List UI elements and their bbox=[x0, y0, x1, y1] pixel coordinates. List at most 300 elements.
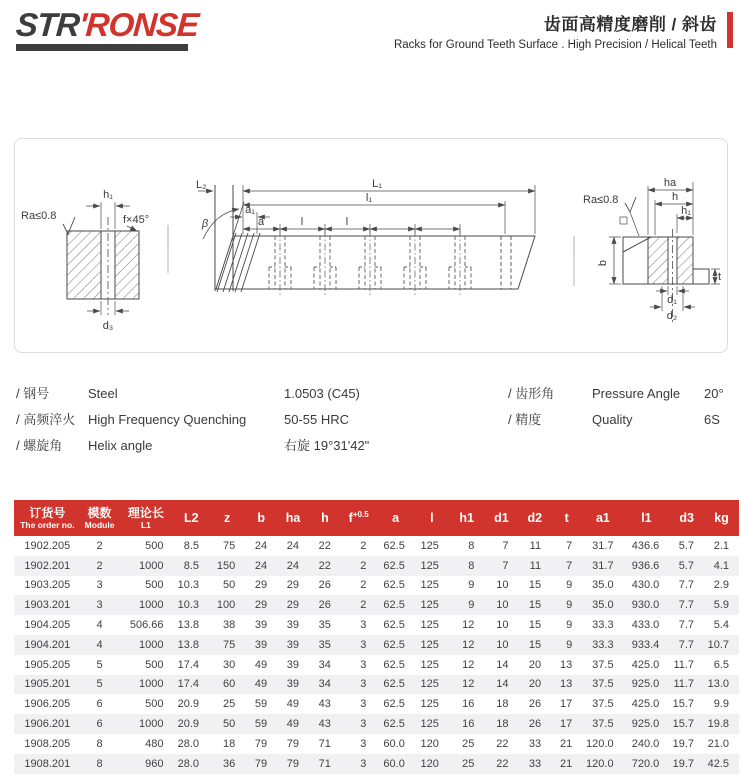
value-cell: 35 bbox=[318, 619, 331, 632]
value-cell: 17.4 bbox=[177, 678, 199, 691]
value-cell: 18 bbox=[222, 737, 236, 750]
value-cell: 43 bbox=[318, 698, 331, 711]
value-cell: 2 bbox=[360, 539, 367, 552]
value-cell: 4 bbox=[96, 619, 103, 632]
rack-drawing bbox=[15, 139, 726, 352]
value-cell: 13 bbox=[560, 658, 573, 671]
value-cell: 9 bbox=[468, 579, 475, 592]
value-cell: 62.5 bbox=[383, 599, 405, 612]
value-cell: 20 bbox=[528, 678, 542, 691]
table-row bbox=[14, 635, 739, 655]
order-no-cell: 1902.201 bbox=[24, 559, 71, 572]
value-cell: 125 bbox=[420, 559, 439, 572]
value-cell: 21.0 bbox=[707, 737, 729, 750]
value-cell: 25 bbox=[462, 737, 475, 750]
value-cell: 33.3 bbox=[592, 638, 614, 651]
table-row bbox=[14, 615, 739, 635]
column-header: a bbox=[376, 500, 414, 536]
value-cell: 10.3 bbox=[177, 599, 199, 612]
table-row bbox=[14, 536, 739, 556]
value-cell: 29 bbox=[286, 579, 300, 592]
order-no-cell: 1904.205 bbox=[24, 619, 71, 632]
value-cell: 125 bbox=[420, 579, 439, 592]
value-cell: 6 bbox=[96, 718, 103, 731]
value-cell: 24 bbox=[254, 539, 268, 552]
table-row bbox=[14, 734, 739, 754]
value-cell: 3 bbox=[96, 599, 103, 612]
value-cell: 2 bbox=[360, 599, 367, 612]
value-cell: 13.8 bbox=[177, 638, 199, 651]
order-no-cell: 1903.205 bbox=[24, 579, 71, 592]
surface-finish-label-left: Ra≤0.8 bbox=[21, 210, 57, 222]
table-row bbox=[14, 595, 739, 615]
value-cell: 925.0 bbox=[631, 718, 660, 731]
value-cell: 720.0 bbox=[631, 757, 660, 770]
table-row bbox=[14, 694, 739, 714]
value-cell: 5.4 bbox=[713, 619, 729, 632]
spec-list bbox=[16, 385, 737, 463]
value-cell: 2 bbox=[96, 559, 103, 572]
value-cell: 11 bbox=[529, 539, 542, 552]
column-header: d3 bbox=[669, 500, 704, 536]
value-cell: 120 bbox=[420, 757, 439, 770]
spec-row-quality bbox=[508, 411, 737, 428]
value-cell: 17.4 bbox=[177, 658, 199, 671]
value-cell: 2 bbox=[96, 539, 103, 552]
value-cell: 6.5 bbox=[713, 658, 729, 671]
value-cell: 7.7 bbox=[678, 619, 695, 632]
dim-label-h1-right: h₁ bbox=[681, 205, 691, 217]
value-cell: 12 bbox=[462, 678, 475, 691]
value-cell: 29 bbox=[254, 599, 268, 612]
order-no-cell: 1905.205 bbox=[24, 658, 71, 671]
value-cell: 37.5 bbox=[592, 698, 614, 711]
value-cell: 15 bbox=[528, 579, 542, 592]
column-header: d2 bbox=[518, 500, 551, 536]
spec-value: 50-55 HRC bbox=[284, 412, 350, 427]
value-cell: 22 bbox=[318, 559, 331, 572]
value-cell: 19.8 bbox=[707, 718, 729, 731]
order-no-cell: 1904.201 bbox=[24, 638, 71, 651]
value-cell: 3 bbox=[360, 619, 367, 632]
brand-logo bbox=[14, 6, 200, 51]
table-row bbox=[14, 675, 739, 695]
column-header: 订货号 The order no. bbox=[14, 500, 81, 536]
page-title-en: Racks for Ground Teeth Surface . High Precision / Helical Teeth bbox=[393, 39, 717, 51]
value-cell: 125 bbox=[420, 658, 439, 671]
table-row bbox=[14, 556, 739, 576]
value-cell: 1000 bbox=[139, 718, 164, 731]
dim-label-f45: f×45° bbox=[123, 214, 150, 226]
value-cell: 49 bbox=[286, 718, 300, 731]
value-cell: 8 bbox=[96, 737, 103, 750]
value-cell: 1000 bbox=[139, 599, 164, 612]
value-cell: 10 bbox=[496, 619, 509, 632]
value-cell: 480 bbox=[145, 737, 164, 750]
value-cell: 5 bbox=[96, 678, 103, 691]
dim-label-L1: L₁ bbox=[372, 178, 382, 190]
column-header: t bbox=[551, 500, 582, 536]
value-cell: 33.3 bbox=[592, 619, 614, 632]
value-cell: 19.7 bbox=[672, 737, 695, 750]
value-cell: 12 bbox=[462, 619, 475, 632]
value-cell: 19.7 bbox=[672, 757, 695, 770]
value-cell: 120.0 bbox=[586, 737, 614, 750]
order-no-cell: 1908.205 bbox=[24, 737, 71, 750]
header bbox=[0, 0, 741, 92]
value-cell: 37.5 bbox=[592, 678, 614, 691]
value-cell: 10 bbox=[496, 579, 509, 592]
dim-label-h1-left: h₁ bbox=[103, 189, 113, 201]
value-cell: 20.9 bbox=[177, 718, 199, 731]
value-cell: 2 bbox=[360, 579, 367, 592]
value-cell: 35 bbox=[318, 638, 331, 651]
value-cell: 12 bbox=[462, 638, 475, 651]
column-header: d1 bbox=[484, 500, 518, 536]
value-cell: 62.5 bbox=[383, 619, 405, 632]
spec-label-zh: / 齿形角 bbox=[508, 386, 555, 401]
value-cell: 62.5 bbox=[383, 658, 405, 671]
value-cell: 75 bbox=[222, 638, 236, 651]
column-header: h1 bbox=[449, 500, 485, 536]
value-cell: 24 bbox=[286, 559, 300, 572]
value-cell: 925.0 bbox=[631, 678, 660, 691]
value-cell: 50 bbox=[222, 579, 236, 592]
value-cell: 1000 bbox=[139, 559, 164, 572]
value-cell: 7.7 bbox=[678, 579, 695, 592]
value-cell: 500 bbox=[145, 658, 164, 671]
spec-label-zh: / 钢号 bbox=[16, 386, 50, 401]
column-header: b bbox=[245, 500, 277, 536]
value-cell: 79 bbox=[286, 757, 300, 770]
dim-label-t: t bbox=[718, 271, 722, 283]
logo-text bbox=[14, 6, 200, 43]
value-cell: 75 bbox=[222, 539, 236, 552]
spec-value: 1.0503 (C45) bbox=[284, 386, 360, 401]
dim-label-a: a bbox=[257, 216, 265, 228]
value-cell: 125 bbox=[420, 718, 439, 731]
table-row bbox=[14, 576, 739, 596]
value-cell: 4 bbox=[96, 638, 103, 651]
value-cell: 15 bbox=[528, 619, 542, 632]
value-cell: 31.7 bbox=[592, 559, 614, 572]
order-no-cell: 1903.201 bbox=[24, 599, 71, 612]
value-cell: 1000 bbox=[139, 678, 164, 691]
dim-label-l-first: l bbox=[300, 216, 304, 228]
value-cell: 79 bbox=[254, 757, 268, 770]
value-cell: 59 bbox=[254, 718, 268, 731]
value-cell: 28.0 bbox=[177, 737, 199, 750]
value-cell: 33 bbox=[528, 757, 542, 770]
value-cell: 39 bbox=[286, 678, 300, 691]
dim-label-d2: d₂ bbox=[666, 310, 678, 322]
value-cell: 3 bbox=[360, 757, 367, 770]
column-header: l1 bbox=[624, 500, 670, 536]
value-cell: 8 bbox=[468, 559, 475, 572]
dim-label-b: b bbox=[597, 259, 609, 267]
spec-label-en: Pressure Angle bbox=[592, 386, 681, 401]
value-cell: 125 bbox=[420, 599, 439, 612]
value-cell: 7 bbox=[566, 559, 573, 572]
column-header: h bbox=[309, 500, 341, 536]
value-cell: 240.0 bbox=[631, 737, 660, 750]
value-cell: 506.66 bbox=[129, 619, 164, 632]
value-cell: 34 bbox=[318, 658, 331, 671]
order-no-cell: 1908.201 bbox=[24, 757, 71, 770]
value-cell: 9.9 bbox=[713, 698, 729, 711]
column-header: ha bbox=[277, 500, 309, 536]
side-view bbox=[196, 178, 535, 295]
value-cell: 62.5 bbox=[383, 638, 405, 651]
value-cell: 62.5 bbox=[383, 539, 405, 552]
value-cell: 100 bbox=[216, 599, 236, 612]
spec-column-right bbox=[508, 385, 737, 463]
value-cell: 3 bbox=[360, 658, 367, 671]
spec-label-en: Quality bbox=[592, 412, 633, 427]
value-cell: 17 bbox=[560, 718, 573, 731]
value-cell: 79 bbox=[254, 737, 268, 750]
value-cell: 13 bbox=[560, 678, 573, 691]
value-cell: 60.0 bbox=[383, 757, 405, 770]
value-cell: 6 bbox=[96, 698, 103, 711]
spec-label-zh: / 高频淬火 bbox=[16, 412, 76, 427]
spec-value: 20° bbox=[704, 386, 724, 401]
value-cell: 15 bbox=[528, 599, 542, 612]
value-cell: 1000 bbox=[139, 638, 164, 651]
spec-label-zh: / 螺旋角 bbox=[16, 438, 63, 453]
spec-label-en: Helix angle bbox=[88, 438, 153, 453]
value-cell: 930.0 bbox=[631, 599, 660, 612]
value-cell: 14 bbox=[496, 678, 509, 691]
value-cell: 34 bbox=[318, 678, 331, 691]
value-cell: 29 bbox=[254, 579, 268, 592]
surface-finish-label-right: Ra≤0.8 bbox=[583, 194, 619, 206]
value-cell: 11.7 bbox=[673, 658, 695, 671]
column-header: a1 bbox=[582, 500, 623, 536]
dim-label-l1: l₁ bbox=[365, 192, 373, 204]
value-cell: 31.7 bbox=[592, 539, 614, 552]
spec-label-zh: / 精度 bbox=[508, 412, 542, 427]
spec-column-left bbox=[16, 385, 508, 463]
value-cell: 9 bbox=[468, 599, 475, 612]
page-title-zh: 齿面高精度磨削 / 斜齿 bbox=[543, 15, 717, 34]
spec-row-steel bbox=[16, 385, 508, 402]
value-cell: 26 bbox=[528, 698, 542, 711]
table-row bbox=[14, 714, 739, 734]
value-cell: 71 bbox=[318, 737, 331, 750]
logo-text-ronse: 'RONSE bbox=[77, 6, 200, 43]
logo-underline bbox=[16, 44, 188, 51]
value-cell: 125 bbox=[420, 678, 439, 691]
header-titles bbox=[394, 10, 717, 51]
value-cell: 3 bbox=[360, 698, 367, 711]
order-no-cell: 1906.205 bbox=[24, 698, 71, 711]
value-cell: 7 bbox=[502, 559, 509, 572]
value-cell: 4.1 bbox=[713, 559, 729, 572]
dim-label-a1: a₁ bbox=[245, 204, 255, 216]
table-header-row bbox=[14, 500, 739, 536]
order-no-cell: 1902.205 bbox=[24, 539, 71, 552]
column-header: $f^{+0.5}$ bbox=[341, 500, 377, 536]
logo-text-str: STR bbox=[14, 6, 81, 43]
value-cell: 125 bbox=[420, 619, 439, 632]
value-cell: 8.5 bbox=[183, 539, 199, 552]
value-cell: 21 bbox=[560, 757, 573, 770]
value-cell: 3 bbox=[96, 579, 103, 592]
spec-label-en: Steel bbox=[88, 386, 118, 401]
value-cell: 26 bbox=[318, 579, 331, 592]
value-cell: 21 bbox=[560, 737, 573, 750]
column-header: 理论长 L1 bbox=[118, 500, 173, 536]
spec-row-quenching bbox=[16, 411, 508, 428]
value-cell: 500 bbox=[145, 539, 164, 552]
value-cell: 3 bbox=[360, 718, 367, 731]
column-header: z bbox=[209, 500, 245, 536]
value-cell: 9 bbox=[566, 579, 573, 592]
column-header: 模数 Module bbox=[81, 500, 119, 536]
value-cell: 62.5 bbox=[383, 718, 405, 731]
value-cell: 125 bbox=[420, 539, 439, 552]
spec-row-helix-angle bbox=[16, 437, 508, 454]
value-cell: 39 bbox=[254, 619, 268, 632]
table-row bbox=[14, 655, 739, 675]
value-cell: 62.5 bbox=[383, 559, 405, 572]
value-cell: 9 bbox=[566, 638, 573, 651]
value-cell: 39 bbox=[286, 658, 300, 671]
value-cell: 936.6 bbox=[631, 559, 660, 572]
value-cell: 33 bbox=[528, 737, 542, 750]
value-cell: 5.7 bbox=[678, 539, 695, 552]
value-cell: 62.5 bbox=[383, 579, 405, 592]
value-cell: 8 bbox=[468, 539, 475, 552]
order-no-cell: 1905.201 bbox=[24, 678, 71, 691]
value-cell: 28.0 bbox=[177, 757, 199, 770]
value-cell: 29 bbox=[286, 599, 300, 612]
value-cell: 71 bbox=[318, 757, 331, 770]
order-no-cell: 1906.201 bbox=[24, 718, 71, 731]
value-cell: 14 bbox=[496, 658, 509, 671]
surface-finish-icon-right bbox=[625, 197, 636, 212]
value-cell: 39 bbox=[286, 638, 300, 651]
value-cell: 37.5 bbox=[592, 658, 614, 671]
value-cell: 9 bbox=[566, 599, 573, 612]
value-cell: 62.5 bbox=[383, 678, 405, 691]
value-cell: 49 bbox=[254, 678, 268, 691]
value-cell: 15.7 bbox=[672, 718, 695, 731]
spec-value: 右旋 19°31'42" bbox=[284, 438, 370, 453]
value-cell: 13.0 bbox=[707, 678, 729, 691]
value-cell: 13.8 bbox=[177, 619, 199, 632]
dim-label-d3: d₃ bbox=[102, 320, 114, 332]
value-cell: 9 bbox=[566, 619, 573, 632]
value-cell: 2.9 bbox=[713, 579, 729, 592]
spec-table bbox=[14, 500, 739, 774]
value-cell: 17 bbox=[560, 698, 573, 711]
value-cell: 10.7 bbox=[707, 638, 729, 651]
value-cell: 16 bbox=[462, 698, 475, 711]
value-cell: 15 bbox=[528, 638, 542, 651]
value-cell: 3 bbox=[360, 678, 367, 691]
value-cell: 42.5 bbox=[707, 757, 729, 770]
value-cell: 150 bbox=[216, 559, 236, 572]
value-cell: 433.0 bbox=[631, 619, 660, 632]
cross-section-view bbox=[21, 189, 149, 332]
value-cell: 25 bbox=[462, 757, 475, 770]
value-cell: 3 bbox=[360, 737, 367, 750]
value-cell: 2.1 bbox=[713, 539, 729, 552]
column-header: L2 bbox=[173, 500, 209, 536]
value-cell: 7.7 bbox=[678, 638, 695, 651]
value-cell: 24 bbox=[286, 539, 300, 552]
value-cell: 22 bbox=[496, 737, 509, 750]
value-cell: 18 bbox=[496, 718, 509, 731]
value-cell: 30 bbox=[222, 658, 236, 671]
value-cell: 125 bbox=[420, 698, 439, 711]
value-cell: 10.3 bbox=[177, 579, 199, 592]
end-view bbox=[583, 177, 721, 325]
value-cell: 39 bbox=[286, 619, 300, 632]
value-cell: 7 bbox=[502, 539, 509, 552]
value-cell: 7.7 bbox=[678, 599, 695, 612]
value-cell: 60 bbox=[222, 678, 236, 691]
value-cell: 7 bbox=[566, 539, 573, 552]
value-cell: 425.0 bbox=[631, 698, 660, 711]
value-cell: 500 bbox=[145, 698, 164, 711]
value-cell: 430.0 bbox=[631, 579, 660, 592]
column-header: kg bbox=[704, 500, 739, 536]
value-cell: 11.7 bbox=[673, 678, 695, 691]
value-cell: 2 bbox=[360, 559, 367, 572]
dim-label-ha: ha bbox=[663, 177, 677, 189]
value-cell: 10 bbox=[496, 599, 509, 612]
value-cell: 26 bbox=[528, 718, 542, 731]
value-cell: 125 bbox=[420, 638, 439, 651]
value-cell: 60.0 bbox=[383, 737, 405, 750]
value-cell: 11 bbox=[529, 559, 542, 572]
spec-value: 6S bbox=[704, 412, 720, 427]
value-cell: 10 bbox=[496, 638, 509, 651]
value-cell: 5.9 bbox=[713, 599, 729, 612]
value-cell: 50 bbox=[222, 718, 236, 731]
column-header: l bbox=[415, 500, 449, 536]
spec-row-pressure-angle bbox=[508, 385, 737, 402]
value-cell: 38 bbox=[222, 619, 236, 632]
value-cell: 37.5 bbox=[592, 718, 614, 731]
table-row bbox=[14, 754, 739, 774]
value-cell: 62.5 bbox=[383, 698, 405, 711]
value-cell: 5.7 bbox=[678, 559, 695, 572]
value-cell: 35.0 bbox=[592, 579, 614, 592]
technical-drawing-panel bbox=[14, 138, 728, 353]
dim-label-beta: β bbox=[201, 218, 209, 230]
dim-label-L2: L₂ bbox=[196, 179, 207, 191]
value-cell: 26 bbox=[318, 599, 331, 612]
value-cell: 5 bbox=[96, 658, 103, 671]
value-cell: 35.0 bbox=[592, 599, 614, 612]
value-cell: 43 bbox=[318, 718, 331, 731]
value-cell: 425.0 bbox=[631, 658, 660, 671]
value-cell: 500 bbox=[145, 579, 164, 592]
value-cell: 25 bbox=[222, 698, 236, 711]
value-cell: 24 bbox=[254, 559, 268, 572]
value-cell: 3 bbox=[360, 638, 367, 651]
value-cell: 20 bbox=[528, 658, 542, 671]
value-cell: 933.4 bbox=[631, 638, 660, 651]
value-cell: 59 bbox=[254, 698, 268, 711]
value-cell: 22 bbox=[496, 757, 509, 770]
value-cell: 39 bbox=[254, 638, 268, 651]
value-cell: 20.9 bbox=[177, 698, 199, 711]
